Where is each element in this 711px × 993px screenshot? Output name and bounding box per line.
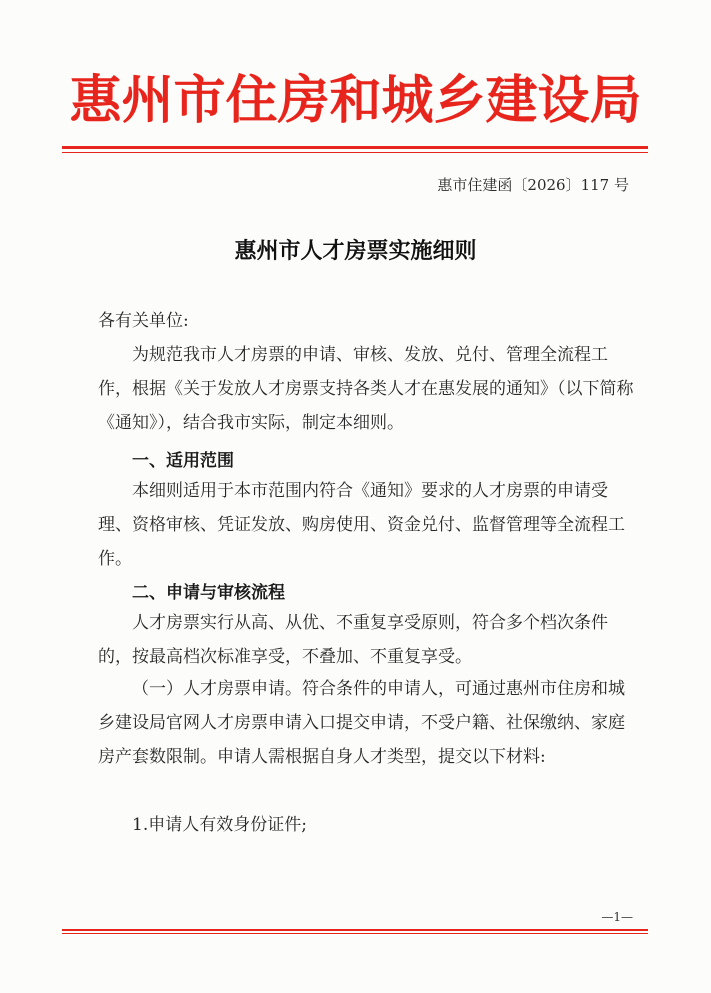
page-number: —1— [601, 910, 633, 924]
document-number: 惠市住建函〔2026〕117 号 [437, 176, 629, 194]
paragraph-application: （一）人才房票申请。符合条件的申请人，可通过惠州市住房和城乡建设局官网人才房票申请入口提交申请，不受户籍、社保缴纳、家庭房产套数限制。申请人需根据自身人才类型，提交以下材料: [98, 679, 625, 767]
list-item: 1.申请人有效身份证件; [132, 815, 307, 835]
document-title: 惠州市人才房票实施细则 [234, 238, 477, 264]
footer-red-rule-thin [62, 933, 648, 934]
salutation: 各有关单位: [98, 311, 189, 331]
footer-red-rule-thick [62, 929, 648, 931]
paragraph-intro: 为规范我市人才房票的申请、审核、发放、兑付、管理全流程工作，根据《关于发放人才房票支持各类人才在惠发展的通知》（以下简称《通知》），结合我市实际，制定本细则。 [98, 345, 634, 433]
issuer-header: 惠州市住房和城乡建设局 [69, 70, 642, 131]
header-red-rule-thin [62, 152, 648, 153]
paragraph-principle: 人才房票实行从高、从优、不重复享受原则，符合多个档次条件的，按最高档次标准享受，不叠加、不重复享受。 [98, 613, 608, 667]
section-heading-process: 二、申请与审核流程 [132, 583, 285, 603]
section-heading-scope: 一、适用范围 [132, 451, 234, 471]
header-red-rule-thick [62, 146, 648, 149]
paragraph-scope: 本细则适用于本市范围内符合《通知》要求的人才房票的申请受理、资格审核、凭证发放、购房使用、资金兑付、监督管理等全流程工作。 [98, 481, 625, 569]
